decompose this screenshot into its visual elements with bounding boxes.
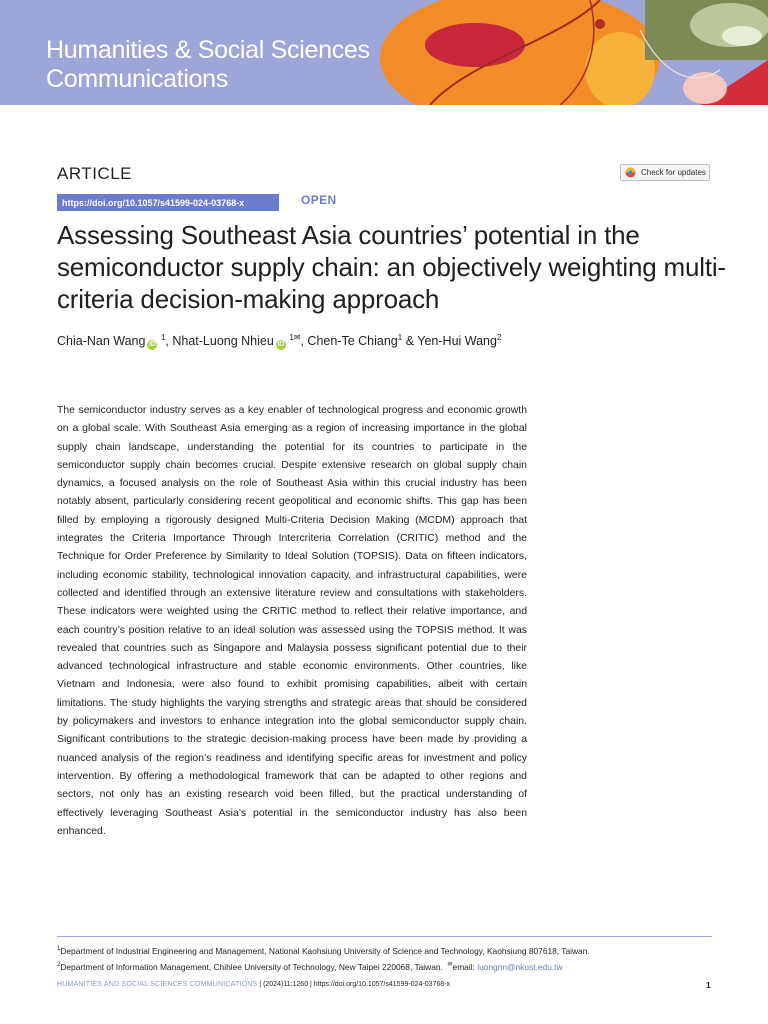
affiliation-marker: 1 (397, 333, 403, 342)
affiliation-marker[interactable]: 1✉ (289, 333, 301, 342)
journal-title-line1: Humanities & Social Sciences (46, 36, 370, 64)
footer-journal-link[interactable]: HUMANITIES AND SOCIAL SCIENCES COMMUNICATIONS (57, 981, 258, 988)
abstract-text: The semiconductor industry serves as a key enabler of technological progress and economic growth on a global scale. With Southeast Asia emerging as a region of increasing importance in the global supply chain landscape, understanding the potential for its countries to participate in the semiconductor supply chain becomes crucial. Despite extensive research on global supply chain dynamics, a focused analysis on the role of Southeast Asia within this crucial industry has been notably absent, particularly considering recent geopolitical and economic shifts. This gap has been filled by employing a rigorously designed Multi-Criteria Decision Making (MCDM) approach that integrates the Criteria Importance Through Intercriteria Correlation (CRITIC) method and the Technique for Order Preference by Similarity to Ideal Solution (TOPSIS). Data on fifteen indicators, including economic stability, technological innovation capacity, and infrastructural capabilities, were collected and identified through an extensive literature review and consultations with stakeholders. These indicators were weighted using the CRITIC method to reflect their relative importance, and each country’s position relative to an ideal solution was assessed using the TOPSIS method. It was revealed that countries such as Singapore and Malaysia possess significant potential due to their advanced technological infrastructure and stable economic environments. Other countries, like Vietnam and Indonesia, were also found to exhibit promising capabilities, albeit with certain limitations. The study highlights the varying strengths and strategic areas that should be considered by policymakers and investors to enhance integration into the global semiconductor supply chain. Significant contributions to the strategic decision-making process have been made by providing a nuanced analysis of the region’s readiness and identifying specific areas for investment and policy intervention. By offering a methodological framework that can be adapted to other regions and sectors, not only has an existing research void been filled, but the practical understanding of effectively leveraging Southeast Asia’s potential in the semiconductor industry has also been enhanced. (57, 405, 527, 837)
check-for-updates-label: Check for updates (641, 168, 706, 177)
affiliation-footnotes (57, 942, 717, 974)
open-access-badge: OPEN (301, 193, 337, 207)
affiliation-marker: 1 (160, 333, 166, 342)
author-name[interactable]: Chen-Te Chiang (307, 334, 398, 349)
affiliation-2 (57, 958, 717, 974)
footnote-divider (57, 936, 712, 937)
page-footer (57, 981, 450, 988)
orcid-icon[interactable]: iD (148, 341, 156, 349)
affiliation-text: Department of Industrial Engineering and Management, National Kaohsiung University of Science and Technology, Kaohsiung 807618, Taiwan. (60, 945, 590, 956)
author-name[interactable]: Nhat-Luong Nhieu (172, 334, 274, 349)
author-name[interactable]: Chia-Nan Wang (57, 334, 146, 349)
orcid-icon[interactable]: iD (277, 341, 285, 349)
author-list (57, 333, 737, 350)
affiliation-1 (57, 942, 717, 958)
crossmark-icon (625, 167, 636, 178)
journal-title[interactable] (46, 36, 370, 94)
paper-title: Assessing Southeast Asia countries’ potential in the semiconductor supply chain: an objectively weighting multi-criteria decision-making approach (57, 220, 726, 314)
footer-citation: | (2024)11:1260 | https://doi.org/10.1057/s41599-024-03768-x (257, 981, 451, 988)
journal-title-line2: Communications (46, 65, 228, 93)
affiliation-marker: 2 (496, 333, 502, 342)
author-separator: , (300, 334, 308, 349)
check-for-updates-button[interactable] (620, 164, 710, 181)
affiliation-text: Department of Information Management, Chihlee University of Technology, New Taipei 220068, Taiwan. (60, 961, 443, 972)
corresponding-email-link[interactable]: luongnn@nkust.edu.tw (477, 961, 563, 972)
email-envelope-icon: ✉ (447, 961, 453, 968)
author-name[interactable]: Yen-Hui Wang (417, 334, 497, 349)
journal-banner (0, 0, 768, 105)
affiliation-number: 1 (57, 946, 61, 952)
page-number: 1 (706, 980, 711, 990)
email-prefix: email: (452, 961, 478, 972)
author-separator: & (402, 334, 418, 349)
affiliation-number: 2 (57, 961, 61, 968)
author-separator: , (165, 334, 173, 349)
article-type-label: ARTICLE (57, 164, 132, 183)
doi-link[interactable]: https://doi.org/10.1057/s41599-024-03768-x (57, 194, 279, 211)
